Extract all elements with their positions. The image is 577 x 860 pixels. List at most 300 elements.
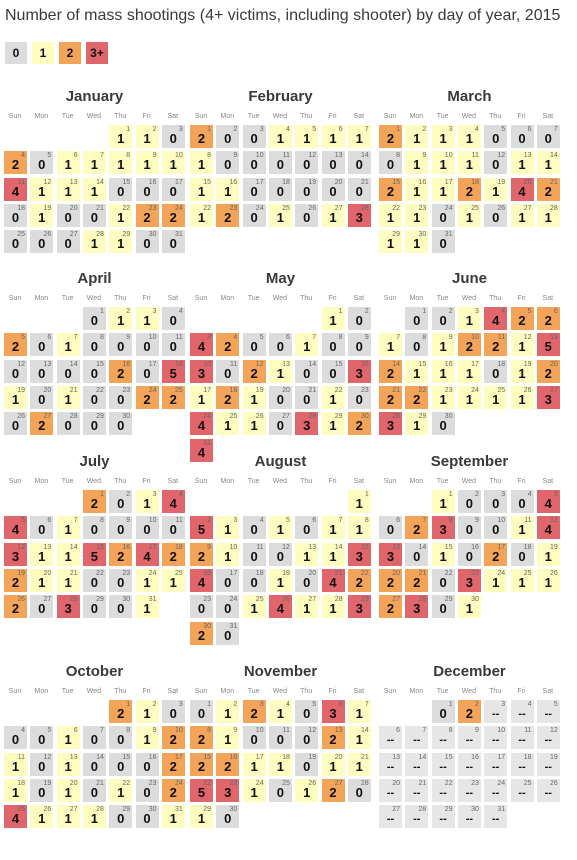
shooting-count: 5: [197, 522, 206, 538]
day-number: 4: [474, 126, 479, 133]
day-cell: [537, 178, 560, 201]
day-number: 18: [497, 360, 506, 368]
day-cell: [243, 753, 266, 776]
shooting-count: 2: [250, 706, 258, 721]
day-number: 3: [207, 334, 211, 342]
day-number: 6: [47, 517, 52, 525]
day-cell: [322, 516, 345, 539]
day-cell: [322, 412, 345, 435]
shooting-count: 0: [276, 391, 284, 407]
day-cell: [379, 753, 402, 776]
shooting-count: 0: [303, 365, 311, 381]
day-cell: [405, 178, 428, 201]
shooting-count: 2: [197, 548, 206, 564]
day-cell: [216, 753, 239, 776]
day-number: 28: [361, 779, 369, 787]
day-number: 2: [152, 126, 157, 133]
shooting-count: 0: [38, 157, 46, 173]
day-number: 12: [17, 360, 25, 368]
shooting-count: 0: [276, 548, 284, 564]
shooting-count: 1: [329, 391, 337, 407]
day-cell: [136, 307, 159, 330]
weekday-label: Tue: [436, 113, 449, 120]
day-cell: [136, 753, 159, 776]
day-number: 18: [17, 779, 25, 787]
weekday-label: Tue: [436, 478, 449, 485]
shooting-count: 1: [250, 391, 258, 407]
day-number: 11: [230, 360, 238, 368]
shooting-count: 0: [276, 157, 284, 173]
day-cell: [109, 569, 132, 592]
day-number: 25: [229, 413, 238, 421]
day-cell: [190, 333, 213, 356]
weekday-label: Wed: [86, 113, 102, 120]
shooting-count: 3: [355, 548, 363, 564]
shooting-count: 0: [169, 313, 177, 328]
shooting-count: 0: [38, 365, 46, 381]
weekday-label: Fri: [142, 478, 151, 485]
day-cell: [190, 204, 213, 227]
day-number: 20: [392, 569, 400, 577]
day-number: 7: [73, 334, 78, 342]
day-number: 19: [550, 543, 558, 551]
day-cell: [190, 125, 213, 148]
day-cell: [4, 333, 27, 356]
day-cell: [136, 595, 159, 618]
day-number: 26: [497, 204, 506, 212]
shooting-count: 4: [544, 522, 552, 538]
day-cell: [216, 412, 239, 435]
day-number: 15: [122, 178, 131, 186]
day-number: 3: [259, 701, 264, 708]
day-cell: [162, 805, 185, 828]
day-cell: [216, 204, 239, 227]
day-cell: [269, 700, 292, 723]
day-cell: [243, 412, 266, 435]
shooting-count: 3: [197, 365, 206, 381]
day-number: 4: [285, 701, 290, 708]
day-cell: [405, 386, 428, 409]
day-cell: [216, 125, 239, 148]
day-number: 26: [17, 596, 25, 604]
day-cell: [57, 360, 80, 383]
day-cell: [458, 779, 481, 802]
day-number: 19: [255, 386, 264, 394]
day-cell: [136, 360, 159, 383]
day-cell: [458, 125, 481, 148]
day-number: 8: [207, 152, 211, 160]
shooting-count: 1: [90, 157, 98, 173]
day-number: 29: [392, 231, 400, 239]
shooting-count: 0: [250, 209, 258, 225]
day-cell: [83, 151, 106, 174]
shooting-count: 2: [90, 496, 98, 511]
day-cell: [216, 595, 239, 618]
shooting-count: 1: [303, 131, 311, 146]
shooting-count: 1: [413, 131, 421, 146]
shooting-count: 1: [544, 209, 552, 225]
shooting-count: 2: [355, 574, 363, 590]
day-number: 11: [497, 334, 506, 342]
day-cell: [243, 543, 266, 566]
day-number: 13: [392, 543, 400, 551]
shooting-count: 1: [169, 157, 177, 173]
weekday-label: Sat: [353, 478, 365, 485]
month-name: August: [254, 453, 307, 470]
chart-title: Number of mass shootings (4+ victims, including shooter) by day of year, 2015: [5, 7, 561, 24]
day-number: 13: [282, 360, 290, 368]
day-cell: [136, 543, 159, 566]
day-number: 5: [312, 701, 317, 708]
day-number: 14: [334, 543, 343, 551]
weekday-label: Tue: [247, 478, 260, 485]
weekday-label: Fri: [142, 295, 151, 302]
weekday-label: Tue: [61, 478, 74, 485]
day-number: 9: [126, 517, 131, 525]
day-number: 17: [497, 753, 506, 761]
day-cell: [4, 151, 27, 174]
day-number: 10: [175, 152, 183, 160]
day-number: 27: [282, 413, 290, 421]
weekday-label: Wed: [86, 478, 102, 485]
day-cell: [269, 204, 292, 227]
shooting-count: 1: [197, 811, 206, 827]
day-cell: [4, 386, 27, 409]
shooting-count: 4: [197, 418, 206, 434]
day-cell: [109, 230, 132, 253]
shooting-count: 1: [413, 183, 421, 199]
day-number: 4: [285, 126, 290, 133]
day-cell: [348, 753, 371, 776]
day-cell: [295, 204, 318, 227]
day-number: 28: [308, 413, 317, 421]
day-number: 2: [474, 491, 479, 498]
day-cell: [405, 333, 428, 356]
shooting-count: 2: [169, 209, 177, 225]
shooting-count: 1: [492, 574, 500, 590]
day-cell: [190, 516, 213, 539]
weekday-label: Fri: [328, 688, 337, 695]
day-number: 23: [122, 386, 131, 394]
shooting-count: 0: [169, 339, 177, 355]
weekday-label: Fri: [328, 478, 337, 485]
shooting-count: 1: [413, 365, 421, 381]
day-cell: [432, 204, 455, 227]
day-number: 1: [126, 701, 131, 708]
shooting-count: 1: [64, 784, 72, 800]
day-cell: [511, 700, 534, 723]
shooting-count: 2: [492, 339, 500, 355]
day-number: 16: [471, 753, 479, 761]
weekday-label: Sat: [542, 688, 554, 695]
shooting-count: 0: [276, 339, 284, 355]
day-number: 19: [17, 386, 25, 394]
day-number: 7: [422, 517, 427, 525]
day-cell: [216, 516, 239, 539]
day-number: 25: [255, 596, 264, 604]
legend-swatch-4: 3+: [86, 42, 108, 64]
day-number: 5: [21, 334, 25, 342]
day-number: 1: [422, 308, 427, 315]
shooting-count: 0: [143, 183, 151, 199]
day-cell: [458, 543, 481, 566]
day-cell: [405, 412, 428, 435]
shooting-count: 1: [518, 574, 526, 590]
day-cell: [57, 753, 80, 776]
day-number: 13: [334, 152, 343, 160]
shooting-count: 0: [518, 496, 526, 511]
shooting-count: 1: [329, 522, 337, 538]
shooting-count: 1: [169, 574, 177, 590]
shooting-count: 1: [303, 784, 311, 800]
shooting-count: 0: [439, 574, 447, 590]
day-number: 6: [73, 152, 78, 160]
day-cell: [30, 516, 53, 539]
day-number: 5: [21, 517, 25, 525]
day-number: 6: [47, 334, 52, 342]
day-cell: [484, 307, 507, 330]
day-cell: [57, 726, 80, 749]
day-cell: [216, 805, 239, 828]
day-number: 7: [364, 701, 369, 708]
shooting-count: 0: [38, 339, 46, 355]
shooting-count: 2: [544, 313, 552, 328]
day-cell: [295, 386, 318, 409]
day-number: 13: [69, 178, 78, 186]
day-cell: [432, 726, 455, 749]
day-number: 11: [524, 727, 532, 735]
weekday-label: Thu: [300, 113, 313, 120]
shooting-count: 1: [355, 758, 363, 774]
day-cell: [57, 543, 80, 566]
weekday-label: Fri: [328, 295, 337, 302]
day-cell: [405, 360, 428, 383]
shooting-count: 0: [329, 157, 337, 173]
shooting-count: 4: [544, 496, 552, 511]
shooting-count: 0: [250, 339, 258, 355]
day-number: 27: [550, 386, 558, 394]
day-number: 2: [233, 126, 238, 133]
shooting-count: 1: [329, 313, 337, 328]
day-number: 22: [444, 779, 453, 787]
weekday-label: Sun: [194, 113, 208, 120]
day-number: 27: [43, 413, 52, 421]
month-name: May: [265, 270, 296, 287]
day-number: 8: [396, 152, 400, 160]
day-cell: [379, 805, 402, 828]
day-number: 3: [178, 126, 183, 133]
day-cell: [57, 230, 80, 253]
day-cell: [83, 779, 106, 802]
day-cell: [405, 230, 428, 253]
day-number: 9: [152, 152, 157, 160]
day-number: 31: [229, 622, 238, 630]
day-number: 18: [282, 753, 290, 761]
shooting-count: --: [439, 734, 447, 747]
day-cell: [295, 333, 318, 356]
day-number: 9: [422, 152, 427, 160]
shooting-count: 0: [11, 732, 20, 748]
day-number: 25: [471, 204, 479, 212]
day-number: 26: [282, 596, 290, 604]
shooting-count: 1: [386, 209, 395, 225]
day-cell: [162, 151, 185, 174]
day-number: 9: [207, 543, 211, 551]
day-number: 11: [17, 753, 25, 761]
day-cell: [348, 333, 371, 356]
day-number: 8: [126, 152, 131, 160]
shooting-count: 1: [38, 811, 46, 827]
day-cell: [83, 307, 106, 330]
weekday-label: Sun: [8, 688, 22, 695]
day-cell: [190, 386, 213, 409]
shooting-count: 3: [465, 574, 473, 590]
shooting-count: 0: [355, 391, 363, 407]
day-cell: [216, 700, 239, 723]
day-cell: [432, 595, 455, 618]
shooting-count: 2: [544, 183, 552, 199]
day-number: 8: [338, 334, 343, 342]
day-number: 27: [334, 779, 343, 787]
day-cell: [537, 490, 560, 513]
shooting-count: 0: [439, 209, 447, 225]
shooting-count: 1: [117, 157, 125, 173]
day-cell: [458, 204, 481, 227]
day-number: 5: [285, 517, 290, 525]
day-cell: [109, 779, 132, 802]
day-cell: [243, 569, 266, 592]
day-number: 28: [418, 806, 427, 814]
day-number: 25: [523, 779, 532, 787]
shooting-count: 1: [143, 732, 151, 748]
day-cell: [243, 386, 266, 409]
shooting-count: 3: [413, 601, 421, 617]
day-cell: [322, 700, 345, 723]
shooting-count: 1: [224, 183, 232, 199]
day-cell: [511, 569, 534, 592]
weekday-label: Sun: [8, 113, 22, 120]
shooting-count: 0: [224, 157, 232, 173]
day-number: 12: [308, 152, 317, 160]
day-number: 15: [334, 360, 343, 368]
day-cell: [295, 125, 318, 148]
shooting-count: 0: [303, 574, 311, 590]
day-cell: [511, 490, 534, 513]
day-cell: [269, 726, 292, 749]
shooting-count: 0: [11, 418, 20, 434]
shooting-count: 1: [329, 758, 337, 774]
day-number: 13: [334, 727, 343, 735]
day-cell: [432, 307, 455, 330]
day-number: 16: [203, 569, 211, 577]
day-number: 6: [527, 126, 532, 133]
day-cell: [109, 386, 132, 409]
shooting-count: 0: [413, 339, 421, 355]
day-cell: [4, 360, 27, 383]
day-number: 4: [527, 491, 532, 498]
day-number: 7: [553, 126, 558, 133]
shooting-count: 3: [386, 548, 395, 564]
shooting-count: 1: [303, 339, 311, 355]
day-number: 2: [422, 126, 427, 133]
day-cell: [484, 700, 507, 723]
day-number: 8: [207, 727, 211, 735]
shooting-count: 0: [355, 313, 363, 328]
day-number: 18: [471, 178, 479, 186]
day-cell: [511, 753, 534, 776]
shooting-count: 0: [143, 811, 151, 827]
day-cell: [109, 151, 132, 174]
shooting-count: 0: [250, 183, 258, 199]
day-number: 30: [418, 231, 427, 239]
day-number: 15: [444, 543, 453, 551]
day-cell: [295, 360, 318, 383]
day-number: 28: [334, 596, 343, 604]
shooting-count: 1: [329, 131, 337, 146]
shooting-count: 1: [355, 496, 363, 511]
day-number: 18: [255, 569, 264, 577]
day-number: 11: [256, 543, 264, 551]
month-name: July: [79, 453, 110, 470]
day-number: 23: [418, 204, 427, 212]
weekday-label: Tue: [436, 688, 449, 695]
month-name: September: [430, 453, 509, 470]
shooting-count: 1: [38, 209, 46, 225]
day-cell: [348, 543, 371, 566]
day-cell: [57, 386, 80, 409]
day-number: 21: [418, 779, 427, 787]
weekday-label: Sat: [353, 113, 365, 120]
weekday-label: Wed: [461, 688, 477, 695]
weekday-label: Tue: [247, 113, 260, 120]
shooting-count: 0: [143, 339, 151, 355]
weekday-label: Thu: [489, 688, 502, 695]
day-number: 3: [152, 308, 157, 315]
weekday-label: Thu: [114, 478, 127, 485]
shooting-count: 2: [117, 548, 125, 564]
shooting-count: --: [465, 786, 474, 799]
day-cell: [348, 178, 371, 201]
day-number: 31: [203, 439, 211, 447]
shooting-count: 4: [197, 574, 206, 590]
day-cell: [379, 543, 402, 566]
shooting-count: 1: [465, 209, 473, 225]
shooting-count: 1: [224, 522, 232, 538]
shooting-count: 0: [90, 209, 98, 225]
weekday-label: Fri: [328, 113, 337, 120]
day-number: 8: [448, 727, 453, 735]
day-cell: [190, 779, 213, 802]
shooting-count: 2: [465, 183, 473, 199]
day-number: 10: [148, 334, 157, 342]
day-cell: [269, 569, 292, 592]
shooting-count: --: [492, 813, 500, 826]
day-number: 4: [501, 308, 506, 315]
day-number: 14: [550, 152, 558, 160]
weekday-label: Tue: [247, 688, 260, 695]
day-cell: [537, 700, 560, 723]
weekday-label: Thu: [300, 688, 313, 695]
shooting-count: 2: [386, 391, 395, 407]
shooting-count: 0: [11, 209, 20, 225]
day-number: 15: [96, 360, 104, 368]
shooting-count: 1: [11, 758, 20, 774]
shooting-count: 2: [329, 732, 337, 748]
day-number: 24: [255, 204, 264, 212]
shooting-count: 1: [169, 811, 177, 827]
shooting-count: 0: [439, 706, 447, 721]
day-number: 20: [43, 386, 52, 394]
